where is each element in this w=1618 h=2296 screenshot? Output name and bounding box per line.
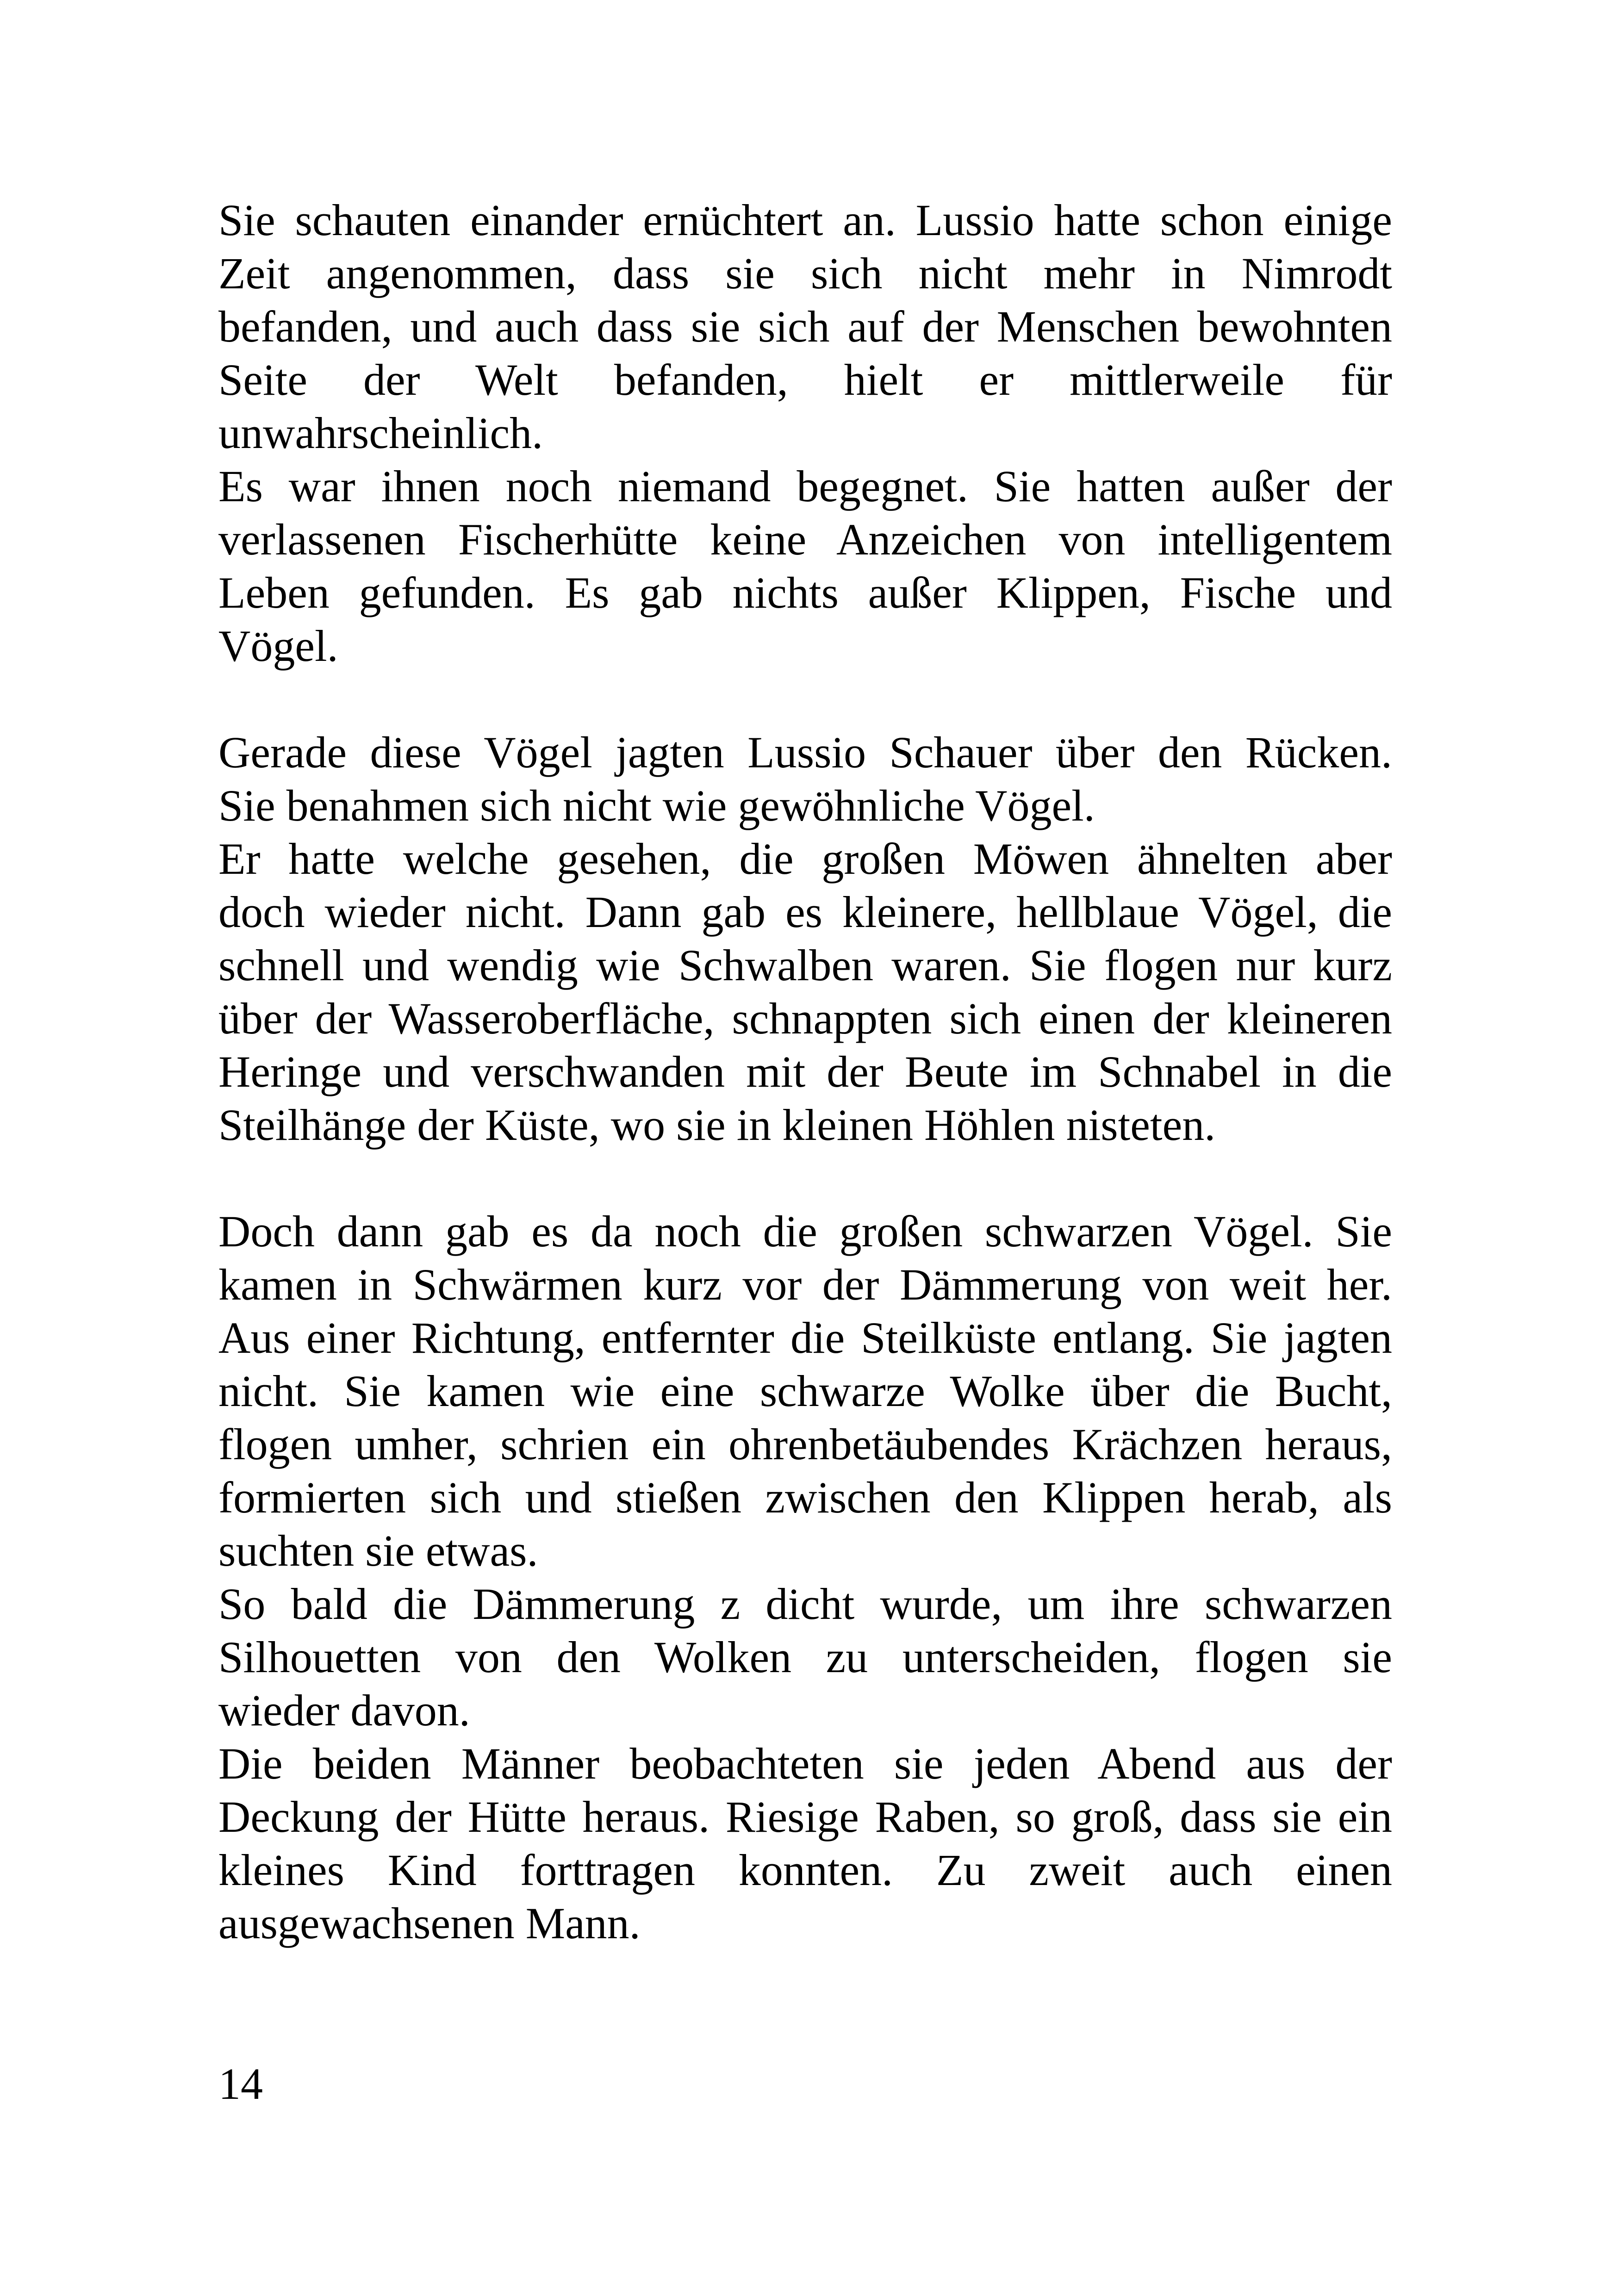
- text-line: unwahrscheinlich.: [218, 408, 543, 458]
- text-line: Die beiden Männer beobachteten sie jeden Abend aus der: [218, 1739, 1392, 1788]
- text-line: verlassenen Fischerhütte keine Anzeichen von intelligentem: [218, 515, 1392, 564]
- text-line: Aus einer Richtung, entfernter die Steilküste entlang. Sie jagten: [218, 1313, 1392, 1363]
- text-line: Es war ihnen noch niemand begegnet. Sie hatten außer der: [218, 461, 1392, 511]
- text-line: Zeit angenommen, dass sie sich nicht mehr in Nimrodt: [218, 249, 1392, 298]
- paragraph: [218, 1577, 1392, 1737]
- paragraph: [218, 726, 1392, 832]
- text-line: doch wieder nicht. Dann gab es kleinere, hellblaue Vögel, die: [218, 887, 1392, 937]
- text-line: kleines Kind forttragen konnten. Zu zweit auch einen: [218, 1845, 1392, 1895]
- text-line: Gerade diese Vögel jagten Lussio Schauer über den Rücken.: [218, 728, 1392, 777]
- text-line: Leben gefunden. Es gab nichts außer Klippen, Fische und: [218, 568, 1392, 617]
- text-line: Heringe und verschwanden mit der Beute im Schnabel in die: [218, 1047, 1392, 1096]
- paragraph: [218, 832, 1392, 1151]
- text-line: So bald die Dämmerung z dicht wurde, um ihre schwarzen: [218, 1579, 1392, 1629]
- text-line: ausgewachsenen Mann.: [218, 1898, 641, 1948]
- body-text: [218, 193, 1392, 1950]
- text-line: kamen in Schwärmen kurz vor der Dämmerung von weit her.: [218, 1260, 1392, 1309]
- text-line: Doch dann gab es da noch die großen schwarzen Vögel. Sie: [218, 1207, 1392, 1256]
- paragraph-spacer: [218, 672, 1392, 726]
- text-line: formierten sich und stießen zwischen den Klippen herab, als: [218, 1473, 1392, 1522]
- text-line: über der Wasseroberfläche, schnappten sich einen der kleineren: [218, 994, 1392, 1043]
- text-line: suchten sie etwas.: [218, 1526, 538, 1575]
- text-line: Sie schauten einander ernüchtert an. Lussio hatte schon einige: [218, 195, 1392, 245]
- text-line: schnell und wendig wie Schwalben waren. Sie flogen nur kurz: [218, 940, 1392, 990]
- text-line: flogen umher, schrien ein ohrenbetäubendes Krächzen heraus,: [218, 1419, 1392, 1469]
- text-line: wieder davon.: [218, 1686, 470, 1735]
- text-line: Seite der Welt befanden, hielt er mittlerweile für: [218, 355, 1392, 404]
- paragraph: [218, 460, 1392, 672]
- text-line: befanden, und auch dass sie sich auf der Menschen bewohnten: [218, 302, 1392, 351]
- text-line: Steilhänge der Küste, wo sie in kleinen Höhlen nisteten.: [218, 1100, 1216, 1150]
- paragraph-spacer: [218, 1151, 1392, 1205]
- text-line: Er hatte welche gesehen, die großen Möwen ähnelten aber: [218, 834, 1392, 884]
- text-line: Deckung der Hütte heraus. Riesige Raben, so groß, dass sie ein: [218, 1792, 1392, 1842]
- paragraph: [218, 1205, 1392, 1577]
- paragraph: [218, 1737, 1392, 1950]
- text-line: Silhouetten von den Wolken zu unterscheiden, flogen sie: [218, 1632, 1392, 1682]
- paragraph: [218, 193, 1392, 460]
- page-number: 14: [218, 2059, 263, 2109]
- text-line: Vögel.: [218, 621, 338, 671]
- text-line: nicht. Sie kamen wie eine schwarze Wolke über die Bucht,: [218, 1366, 1392, 1416]
- text-line: Sie benahmen sich nicht wie gewöhnliche Vögel.: [218, 781, 1095, 830]
